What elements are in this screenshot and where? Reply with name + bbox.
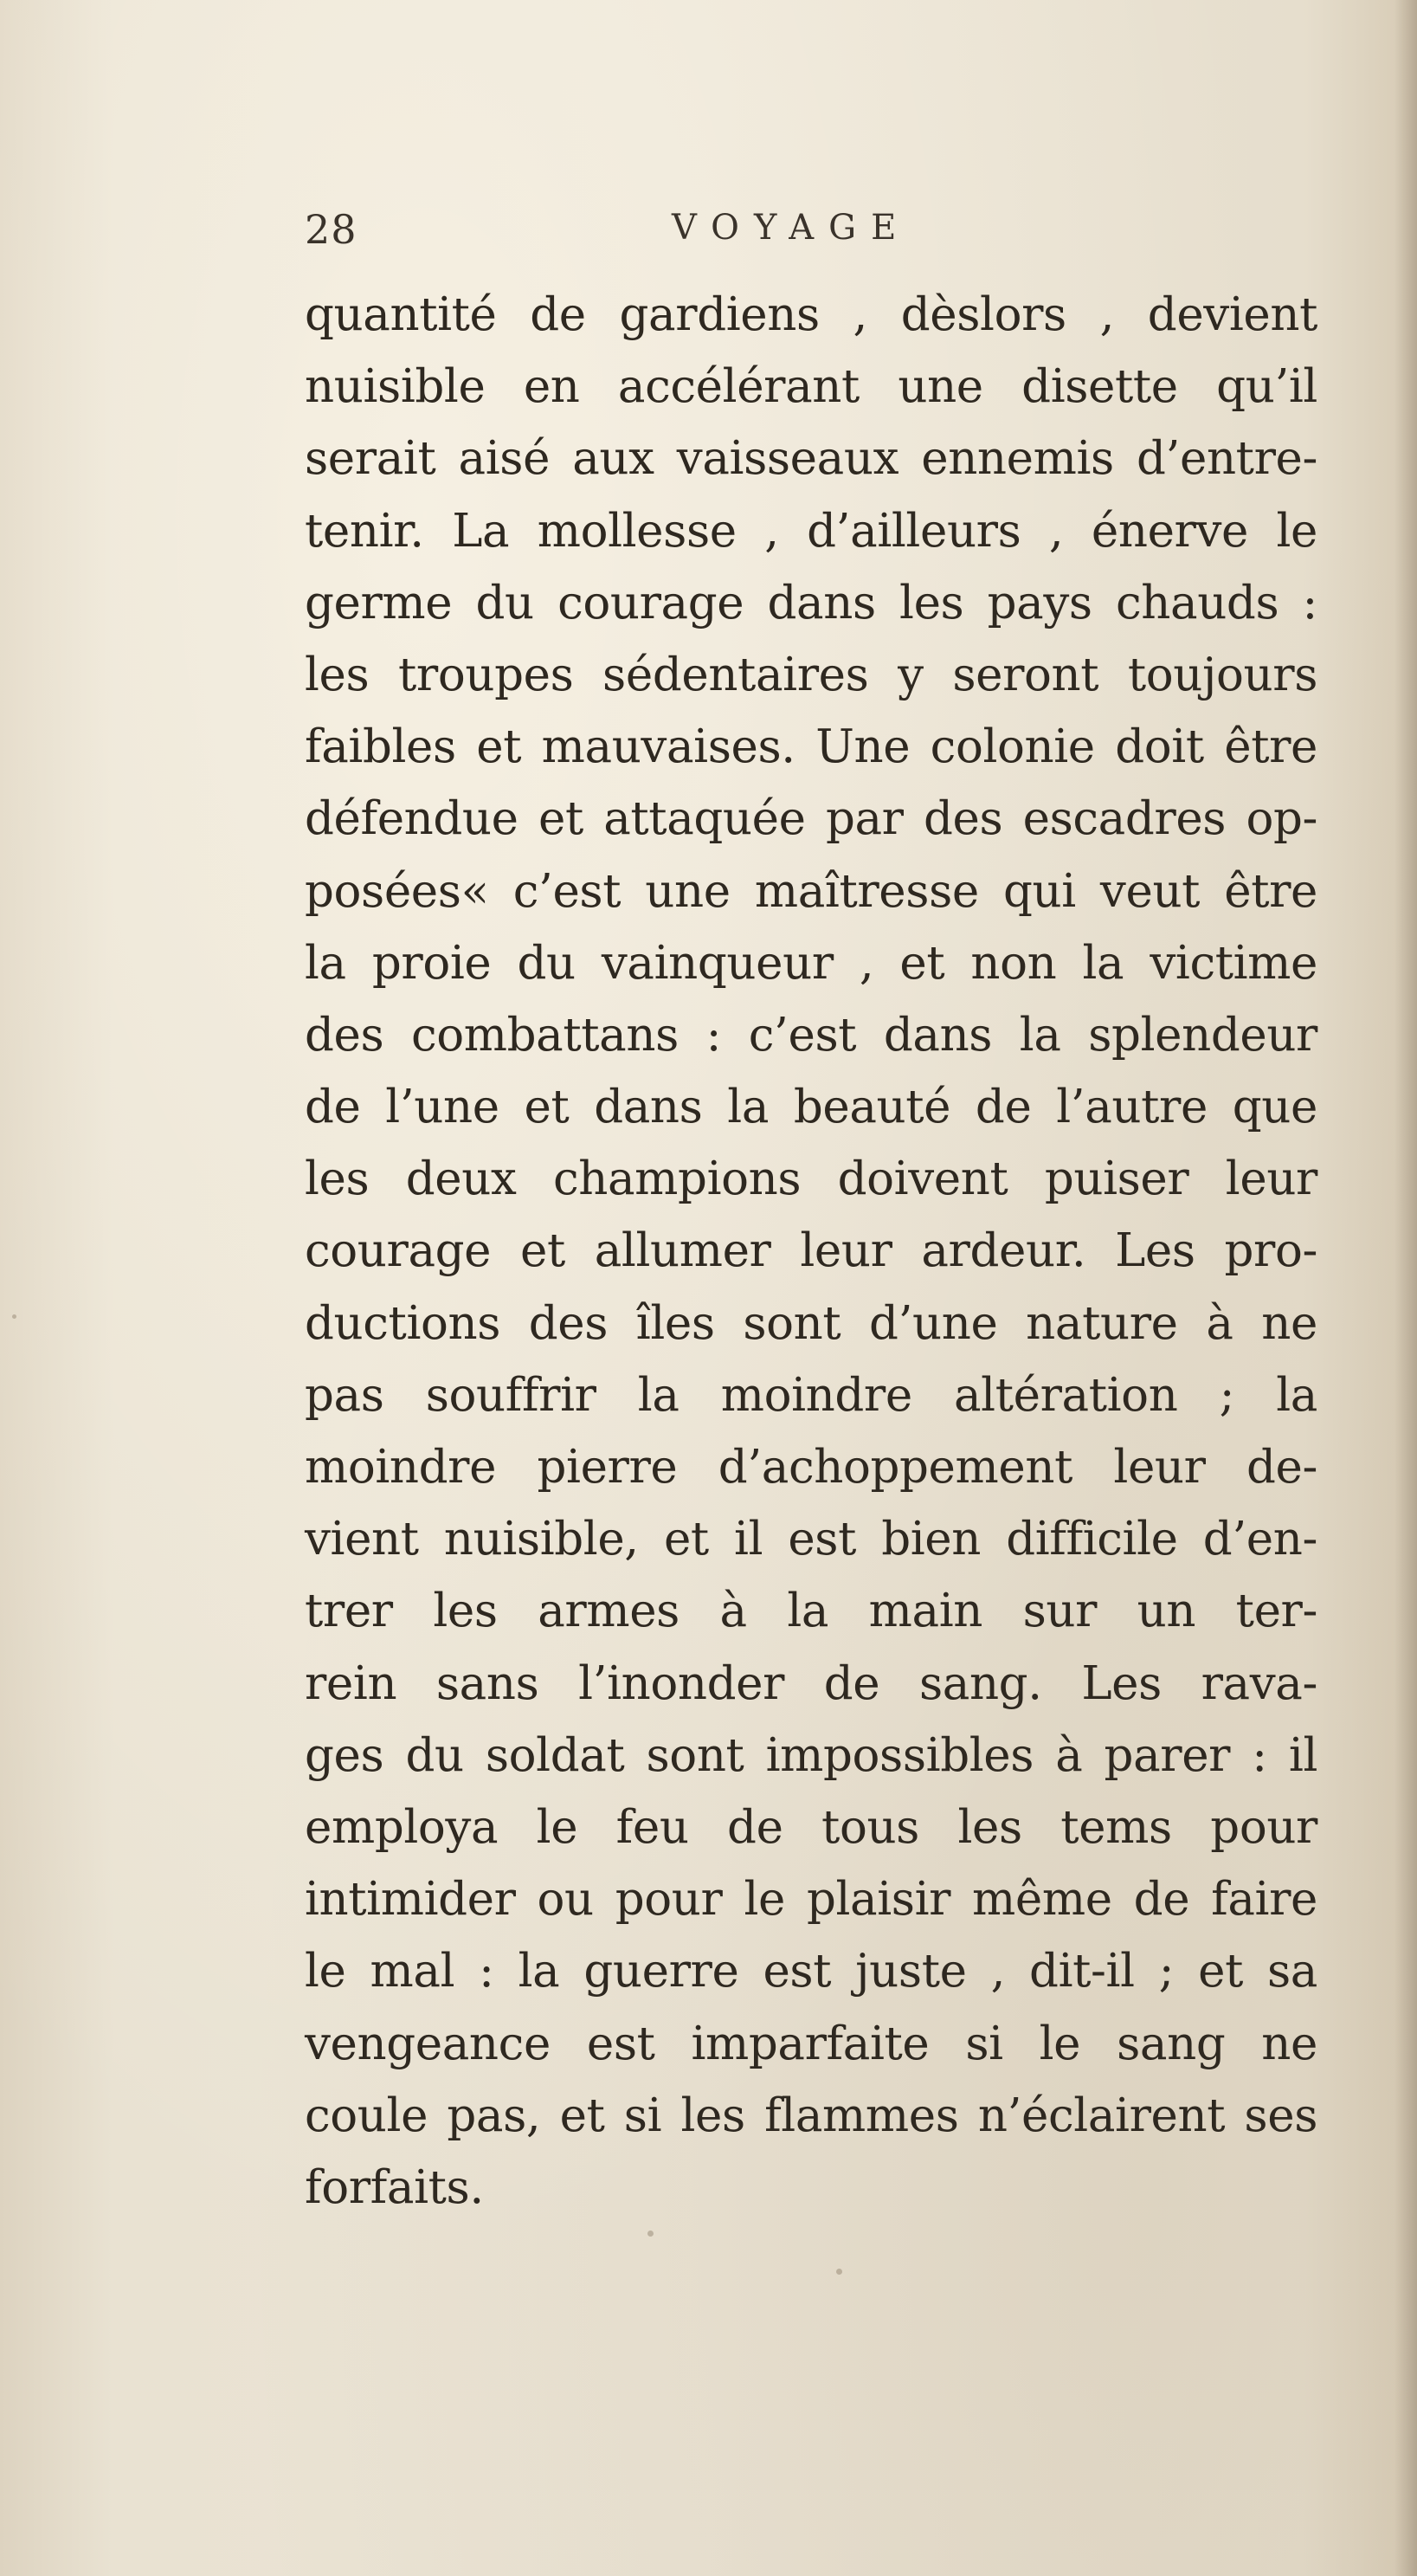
paper-speck: [647, 2231, 654, 2237]
text-line: tenir. La mollesse , d’ailleurs , énerve le: [305, 504, 1317, 558]
text-line: les troupes sédentaires y seront toujours: [305, 648, 1317, 701]
text-line-last: forfaits.: [305, 2160, 484, 2214]
text-line: serait aisé aux vaisseaux ennemis d’entre-: [305, 432, 1317, 486]
text-line: la proie du vainqueur , et non la victime: [305, 936, 1317, 990]
text-line: trer les armes à la main sur un ter-: [305, 1585, 1317, 1638]
running-header: [305, 206, 1309, 267]
text-line: rein sans l’inonder de sang. Les rava-: [305, 1656, 1317, 1710]
text-line: faibles et mauvaises. Une colonie doit être: [305, 720, 1317, 774]
text-line: défendue et attaquée par des escadres op-: [305, 792, 1317, 846]
body-text: [305, 279, 1317, 2224]
page-edge-shadow: [1394, 0, 1417, 2576]
text-line: des combattans : c’est dans la splendeur: [305, 1008, 1317, 1062]
text-line: vengeance est imparfaite si le sang ne: [305, 2017, 1317, 2070]
paper-speck: [12, 1314, 16, 1319]
running-head-title: VOYAGE: [672, 208, 911, 248]
text-line: nuisible en accélérant une disette qu’il: [305, 360, 1317, 414]
text-line: ductions des îles sont d’une nature à ne: [305, 1296, 1317, 1350]
text-line: moindre pierre d’achoppement leur de-: [305, 1441, 1317, 1494]
text-line: posées« c’est une maîtresse qui veut être: [305, 864, 1317, 918]
paper-speck: [836, 2269, 842, 2275]
text-line: de l’une et dans la beauté de l’autre que: [305, 1081, 1317, 1134]
text-line: germe du courage dans les pays chauds :: [305, 576, 1317, 629]
text-line: courage et allumer leur ardeur. Les pro-: [305, 1224, 1317, 1278]
text-line: quantité de gardiens , dèslors , devient: [305, 288, 1317, 341]
text-line: employa le feu de tous les tems pour: [305, 1800, 1317, 1854]
text-line: intimider ou pour le plaisir même de faire: [305, 1873, 1317, 1927]
page-number: 28: [305, 206, 357, 253]
text-line: pas souffrir la moindre altération ; la: [305, 1368, 1317, 1422]
text-line: le mal : la guerre est juste , dit-il ; et sa: [305, 1945, 1317, 1998]
text-line: les deux champions doivent puiser leur: [305, 1152, 1317, 1206]
text-line: vient nuisible, et il est bien difficile d’en-: [305, 1513, 1317, 1566]
text-line: ges du soldat sont impossibles à parer : il: [305, 1728, 1317, 1782]
text-line: coule pas, et si les flammes n’éclairent ses: [305, 2089, 1317, 2142]
